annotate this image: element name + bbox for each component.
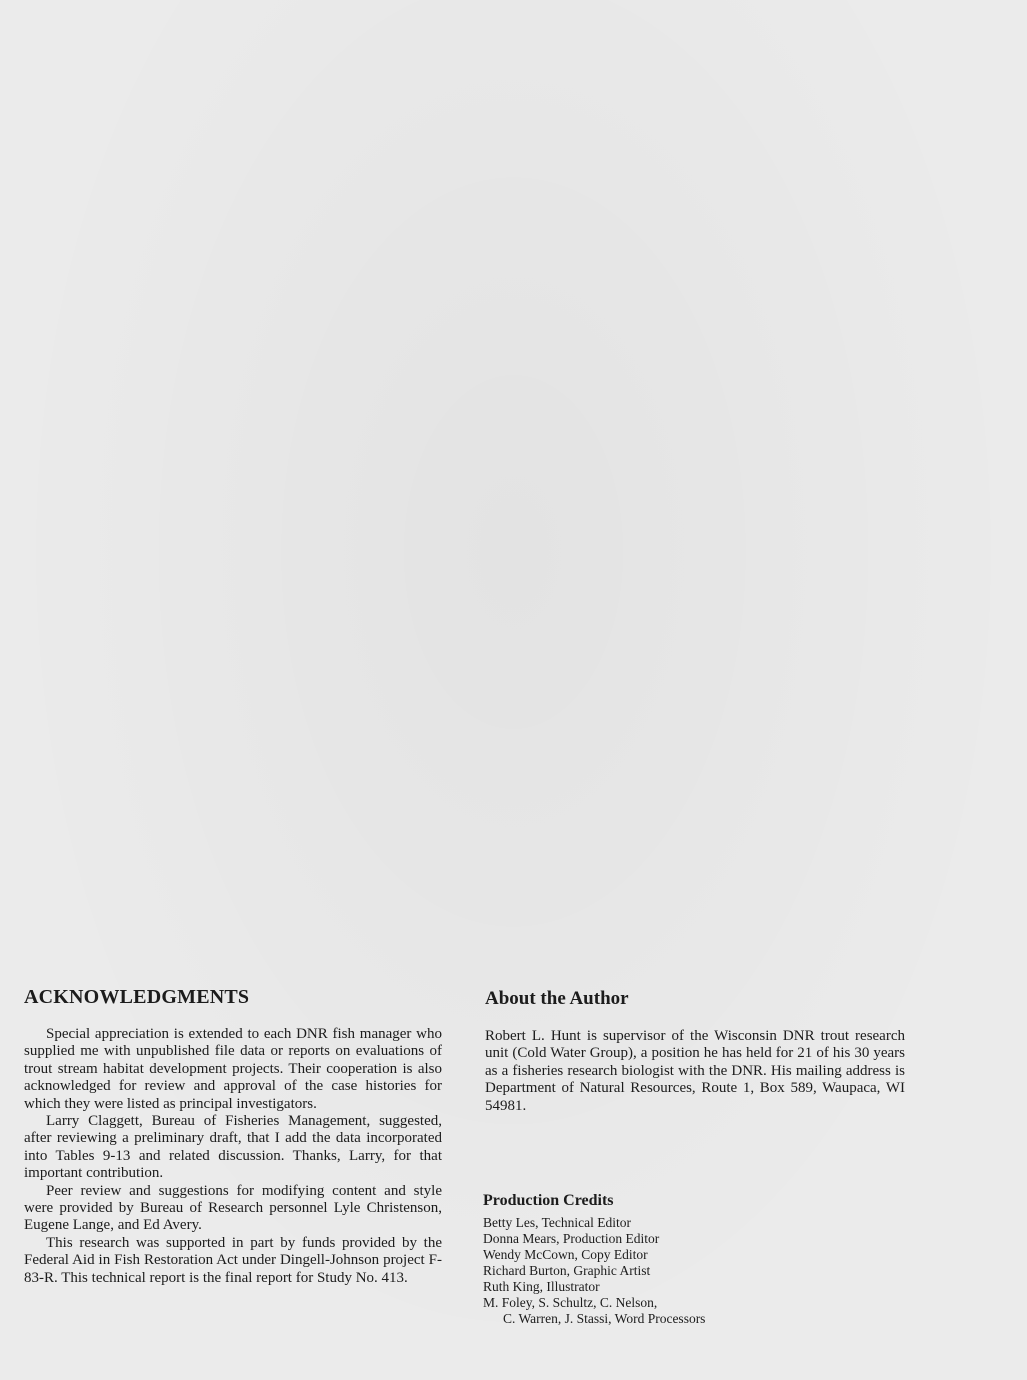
credit-line: C. Warren, J. Stassi, Word Processors bbox=[503, 1311, 706, 1326]
acknowledgments-body bbox=[24, 1026, 442, 1287]
credit-line: Betty Les, Technical Editor bbox=[483, 1215, 632, 1230]
about-author-section bbox=[485, 986, 905, 1115]
credit-line: Ruth King, Illustrator bbox=[483, 1279, 600, 1294]
credit-line: Wendy McCown, Copy Editor bbox=[483, 1247, 648, 1262]
production-credits-section bbox=[483, 1191, 803, 1327]
production-credits-heading: Production Credits bbox=[483, 1192, 614, 1209]
credit-line: Donna Mears, Production Editor bbox=[483, 1231, 660, 1246]
about-author-paragraph: Robert L. Hunt is supervisor of the Wisconsin DNR trout research unit (Cold Water Group), a position he has held for 21 of his 30 years as a fisheries research biologist with the DNR. His mailing address is Department of Natural Resources, Route 1, Box 589, Waupaca, WI 54981. bbox=[485, 1028, 905, 1114]
about-author-body bbox=[485, 1028, 905, 1115]
credit-line: Richard Burton, Graphic Artist bbox=[483, 1263, 651, 1278]
acknowledgments-paragraph: This research was supported in part by funds provided by the Federal Aid in Fish Restoration Act under Dingell-Johnson project F-83-R. This technical report is the final report for Study No. 413. bbox=[24, 1234, 442, 1286]
acknowledgments-section bbox=[24, 984, 442, 1287]
acknowledgments-heading: ACKNOWLEDGMENTS bbox=[24, 986, 250, 1008]
credit-line: M. Foley, S. Schultz, C. Nelson, bbox=[483, 1295, 658, 1310]
acknowledgments-paragraph: Peer review and suggestions for modifying content and style were provided by Bureau of Research personnel Lyle Christenson, Eugene Lange, and Ed Avery. bbox=[24, 1182, 442, 1234]
acknowledgments-paragraph: Larry Claggett, Bureau of Fisheries Management, suggested, after reviewing a preliminary draft, that I add the data incorporated into Tables 9-13 and related discussion. Thanks, Larry, for that important contribution. bbox=[24, 1113, 442, 1182]
about-author-heading: About the Author bbox=[485, 988, 629, 1009]
acknowledgments-paragraph: Special appreciation is extended to each DNR fish manager who supplied me with unpublished file data or reports on evaluations of trout stream habitat development projects. Their cooperation is also acknowledged for review and approval of the case histories for which they were listed as principal investigators. bbox=[24, 1026, 442, 1112]
